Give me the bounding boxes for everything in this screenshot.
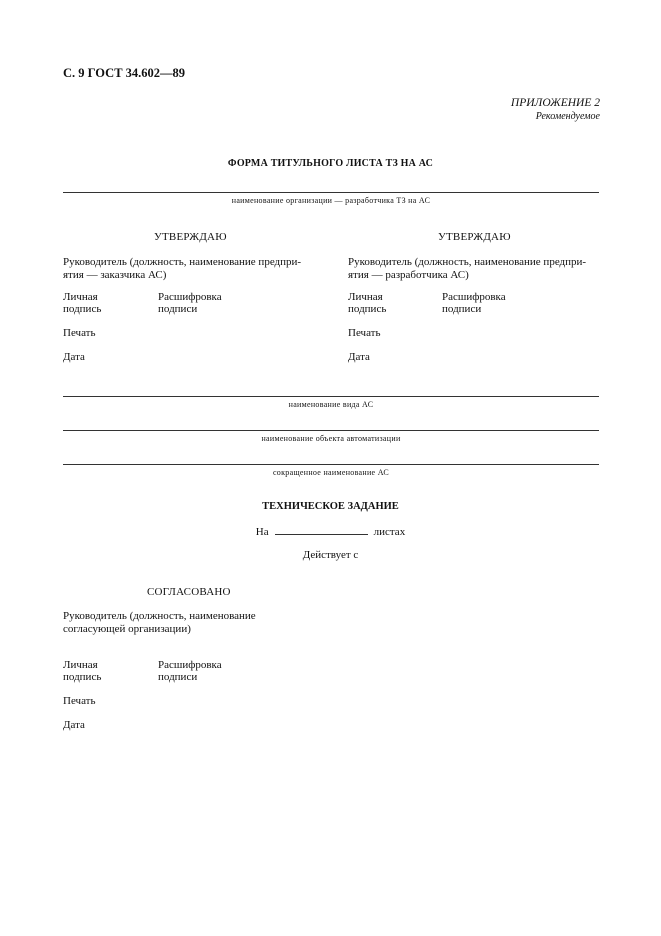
right-transcript-label: Расшифровка подписи bbox=[442, 291, 506, 315]
left-transcript-label: Расшифровка подписи bbox=[158, 291, 222, 315]
pages-label: листах bbox=[373, 526, 406, 538]
agreed-stamp-label: Печать bbox=[63, 695, 96, 707]
agreed-date-label: Дата bbox=[63, 719, 85, 731]
pages-on-label: На bbox=[255, 526, 269, 538]
short-name-rule bbox=[63, 464, 599, 465]
appendix-note: Рекомендуемое bbox=[535, 111, 600, 122]
left-date-label: Дата bbox=[63, 351, 85, 363]
left-approve-heading: УТВЕРЖДАЮ bbox=[154, 231, 227, 243]
right-approve-heading: УТВЕРЖДАЮ bbox=[438, 231, 511, 243]
pages-line bbox=[0, 525, 661, 538]
agreed-signature-label: Личная подпись bbox=[63, 659, 102, 683]
appendix-title: ПРИЛОЖЕНИЕ 2 bbox=[510, 97, 600, 109]
page-header: С. 9 ГОСТ 34.602—89 bbox=[63, 66, 186, 80]
left-stamp-label: Печать bbox=[63, 327, 96, 339]
short-name-caption: сокращенное наименование АС bbox=[272, 468, 390, 477]
system-type-rule bbox=[63, 396, 599, 397]
right-approve-manager: Руководитель (должность, наименование предпри-ятия — разработчика АС) bbox=[348, 256, 587, 281]
valid-from: Действует с bbox=[302, 549, 359, 561]
left-signature-label: Личная подпись bbox=[63, 291, 102, 315]
agreed-transcript-label: Расшифровка подписи bbox=[158, 659, 222, 683]
pages-count-blank bbox=[275, 525, 368, 535]
appendix-block bbox=[511, 97, 600, 123]
right-stamp-label: Печать bbox=[348, 327, 381, 339]
org-caption: наименование организации — разработчика ТЗ на АС bbox=[231, 196, 431, 205]
automation-object-caption: наименование объекта автоматизации bbox=[261, 434, 401, 443]
agreed-manager: Руководитель (должность, наименование согласующей организации) bbox=[63, 610, 256, 635]
right-date-label: Дата bbox=[348, 351, 370, 363]
org-rule bbox=[63, 192, 599, 193]
right-signature-label: Личная подпись bbox=[348, 291, 387, 315]
automation-object-rule bbox=[63, 430, 599, 431]
agreed-heading: СОГЛАСОВАНО bbox=[147, 586, 231, 598]
system-type-caption: наименование вида АС bbox=[288, 400, 374, 409]
left-approve-manager: Руководитель (должность, наименование предпри-ятия — заказчика АС) bbox=[63, 256, 302, 281]
tz-title: ТЕХНИЧЕСКОЕ ЗАДАНИЕ bbox=[262, 501, 399, 512]
form-title: ФОРМА ТИТУЛЬНОГО ЛИСТА ТЗ НА АС bbox=[227, 158, 434, 169]
